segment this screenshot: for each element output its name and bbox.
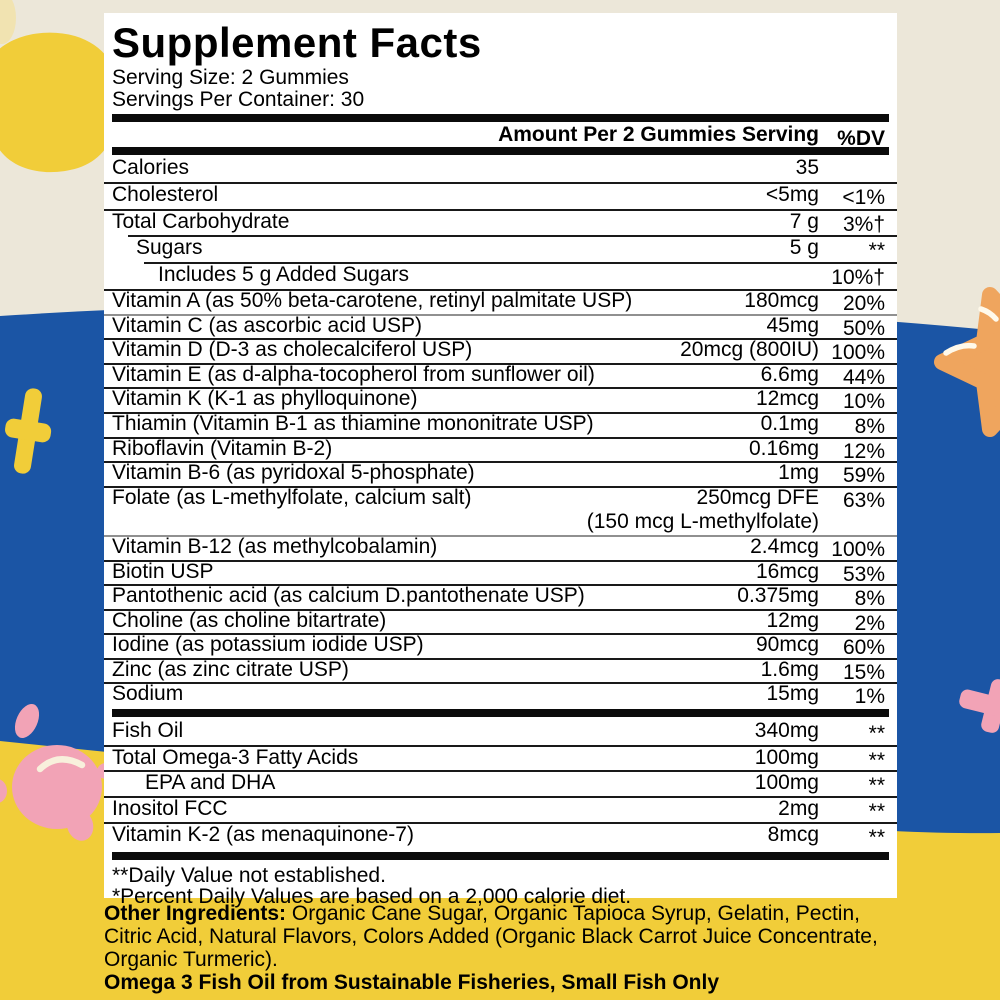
nutrient-name: Calories [112, 156, 190, 179]
thick-rule [112, 114, 889, 122]
nutrient-dv: 60% [842, 636, 885, 660]
nutrient-dv: 1% [854, 685, 885, 709]
yellow-paint-blob [0, 33, 120, 173]
nutrient-row [104, 363, 897, 388]
nutrient-dv: ** [868, 825, 885, 849]
nutrient-amount: 8mcg [767, 822, 819, 846]
nutrient-name: Includes 5 g Added Sugars [158, 263, 410, 287]
nutrient-amount: 45mg [766, 313, 819, 337]
bottom-text-block [104, 902, 906, 994]
nutrient-name: Total Omega-3 Fatty Acids [112, 745, 359, 769]
nutrient-dv: 59% [842, 464, 885, 488]
nutrient-row [104, 235, 897, 262]
nutrient-name: Vitamin K-2 (as menaquinone-7) [112, 822, 414, 846]
nutrient-amount: 12mg [766, 608, 819, 632]
nutrient-row [104, 609, 897, 634]
nutrient-amount: 35 [795, 156, 819, 179]
nutrient-row [104, 314, 897, 339]
supplement-facts-panel [104, 13, 897, 909]
column-header-row [104, 122, 897, 150]
thick-rule [112, 852, 889, 860]
nutrient-name: Vitamin B-6 (as pyridoxal 5-phosphate) [112, 461, 475, 485]
nutrient-amount: 1.6mg [760, 657, 819, 681]
nutrient-amount: 0.16mg [748, 436, 819, 460]
nutrient-name: Iodine (as potassium iodide USP) [112, 633, 424, 657]
nutrient-row [104, 182, 897, 209]
nutrient-amount: 2mg [778, 797, 819, 821]
nutrient-row [104, 584, 897, 609]
nutrient-amount: 12mcg [755, 387, 819, 411]
nutrient-row [104, 745, 897, 771]
panel-title: Supplement Facts [112, 19, 482, 66]
nutrient-amount: 15mg [766, 682, 819, 706]
nutrient-amount: <5mg [765, 182, 819, 206]
nutrient-dv: 100% [831, 537, 885, 561]
nutrient-dv: 2% [854, 611, 885, 635]
nutrient-name: Choline (as choline bitartrate) [112, 608, 387, 632]
nutrient-name: EPA and DHA [145, 771, 276, 795]
nutrient-amount: 2.4mcg [750, 534, 819, 558]
nutrient-amount: 0.1mg [760, 411, 819, 435]
nutrient-amount: 6.6mg [760, 362, 819, 386]
nutrient-name: Sodium [112, 682, 184, 706]
nutrient-name: Vitamin C (as ascorbic acid USP) [112, 313, 423, 337]
nutrient-dv: 3%† [842, 212, 885, 236]
nutrient-row [104, 633, 897, 658]
nutrient-dv: 50% [842, 316, 885, 340]
other-ingredients [104, 902, 906, 971]
nutrient-amount: 90mcg [755, 633, 819, 657]
nutrient-row [104, 658, 897, 683]
nutrient-subrow [104, 510, 897, 535]
thick-rule [112, 709, 889, 717]
servings-per-container: Servings Per Container: 30 [112, 88, 365, 111]
nutrient-amount: 180mcg [744, 288, 819, 312]
nutrient-amount: (150 mcg L-methylfolate) [586, 510, 819, 534]
footnote-percent-dv: *Percent Daily Values are based on a 2,000 calorie diet. [112, 885, 632, 909]
nutrient-row [104, 387, 897, 412]
nutrient-dv: ** [868, 800, 885, 824]
omega-section [104, 717, 897, 848]
nutrient-name: Zinc (as zinc citrate USP) [112, 657, 349, 681]
other-ingredients-label: Other Ingredients: [104, 902, 287, 925]
nutrient-row [104, 209, 897, 236]
nutrient-row [104, 262, 897, 289]
nutrient-name: Folate (as L-methylfolate, calcium salt) [112, 485, 472, 509]
nutrient-dv: 8% [854, 414, 885, 438]
nutrient-row [104, 770, 897, 796]
nutrient-dv: 15% [842, 660, 885, 684]
nutrient-row [104, 796, 897, 822]
nutrient-row [104, 155, 897, 182]
nutrient-name: Vitamin E (as d-alpha-tocopherol from sunflower oil) [112, 362, 595, 386]
nutrient-dv: 44% [842, 365, 885, 389]
nutrient-row [104, 717, 897, 745]
nutrient-name: Vitamin A (as 50% beta-carotene, retinyl palmitate USP) [112, 288, 633, 312]
nutrient-row [104, 461, 897, 486]
sustainability-note: Omega 3 Fish Oil from Sustainable Fisheries, Small Fish Only [104, 971, 720, 994]
nutrient-name: Vitamin D (D-3 as cholecalciferol USP) [112, 338, 473, 362]
nutrient-name: Cholesterol [112, 182, 219, 206]
nutrient-dv: 63% [842, 488, 885, 512]
nutrient-dv: 12% [842, 439, 885, 463]
nutrient-row [104, 289, 897, 314]
nutrient-dv: 53% [842, 562, 885, 586]
nutrient-name: Riboflavin (Vitamin B-2) [112, 436, 333, 460]
nutrient-dv: 8% [854, 587, 885, 611]
nutrients-section [104, 155, 897, 707]
nutrient-amount: 1mg [778, 461, 819, 485]
nutrient-row [104, 822, 897, 848]
nutrient-row [104, 535, 897, 560]
nutrient-name: Fish Oil [112, 719, 184, 743]
dv-column-header: %DV [837, 127, 885, 150]
amount-column-header: Amount Per 2 Gummies Serving [498, 123, 819, 146]
nutrient-dv: 10%† [831, 266, 885, 290]
footnote-dv-not-established: **Daily Value not established. [112, 863, 386, 887]
nutrient-amount: 5 g [789, 236, 819, 260]
nutrient-name: Inositol FCC [112, 797, 228, 821]
serving-size: Serving Size: 2 Gummies [112, 66, 349, 89]
nutrient-dv: 20% [842, 291, 885, 315]
nutrient-dv: <1% [842, 185, 885, 209]
nutrient-name: Pantothenic acid (as calcium D.pantothenate USP) [112, 584, 585, 608]
nutrient-dv: 10% [842, 390, 885, 414]
nutrient-row [104, 338, 897, 363]
nutrient-row [104, 486, 897, 511]
nutrient-amount: 100mg [754, 771, 819, 795]
nutrient-amount: 340mg [754, 719, 819, 743]
nutrient-dv: ** [868, 239, 885, 263]
nutrient-name: Thiamin (Vitamin B-1 as thiamine mononitrate USP) [112, 411, 594, 435]
nutrient-name: Vitamin K (K-1 as phylloquinone) [112, 387, 418, 411]
thick-rule [112, 147, 889, 155]
nutrient-amount: 100mg [754, 745, 819, 769]
nutrient-dv: 100% [831, 341, 885, 365]
nutrient-name: Total Carbohydrate [112, 209, 290, 233]
nutrient-name: Sugars [136, 236, 203, 260]
nutrient-dv: ** [868, 774, 885, 798]
nutrient-name: Vitamin B-12 (as methylcobalamin) [112, 534, 438, 558]
nutrient-amount: 20mcg (800IU) [680, 338, 819, 362]
other-ingredients-list: Organic Cane Sugar, Organic Tapioca Syrup, Gelatin, Pectin, Citric Acid, Natural Flavors, Colors Added (Organic Black Carrot Juice Concentrate, Organic Turmeric). [104, 902, 878, 971]
nutrient-dv: ** [868, 748, 885, 772]
nutrient-row [104, 560, 897, 585]
nutrient-amount: 250mcg DFE [696, 485, 819, 509]
nutrient-dv: ** [868, 722, 885, 746]
nutrient-row [104, 412, 897, 437]
nutrient-amount: 7 g [789, 209, 819, 233]
nutrient-row [104, 437, 897, 462]
nutrient-amount: 0.375mg [737, 584, 819, 608]
nutrient-name: Biotin USP [112, 559, 214, 583]
nutrient-row [104, 682, 897, 707]
nutrient-amount: 16mcg [755, 559, 819, 583]
